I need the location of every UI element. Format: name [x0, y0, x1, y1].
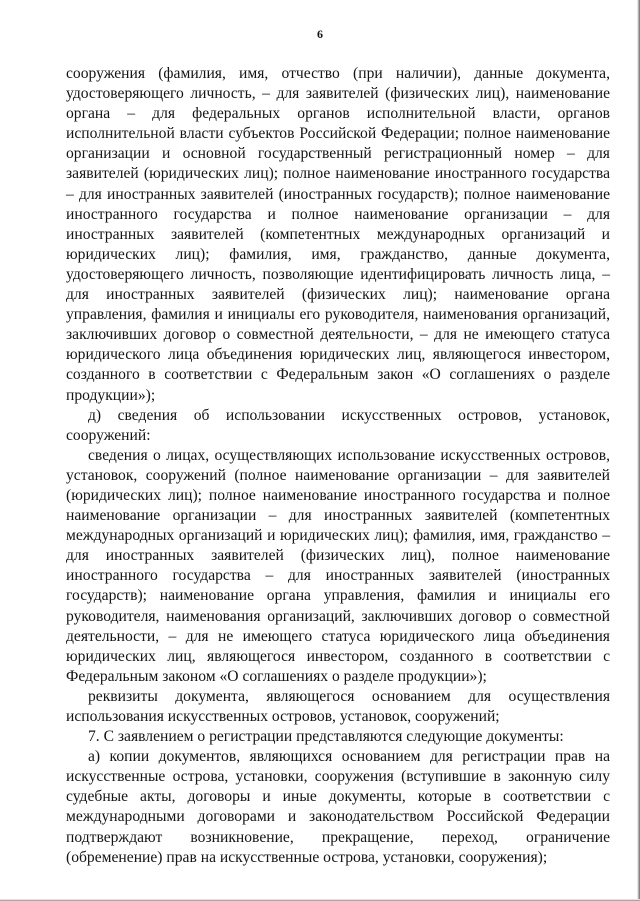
- paragraph-users-information: сведения о лицах, осуществляющих использование искусственных островов, установок, сооружений (полное наименование организации – для заявителей (юридических лиц); полное наименование иностранного государства и полное наименование организации – для иностранных заявителей (компетентных международных организаций и юридических лиц); фамилия, имя, гражданство – для иностранных заявителей (физических лиц), полное наименование иностранного государства – для иностранных заявителей (иностранных государств); наименование органа управления, фамилия и инициалы его руководителя, наименования организаций, заключивших договор о совместной деятельности, – для не имеющего статуса юридического лица объединения юридических лиц, являющегося инвестором, созданного в соответствии с Федеральным законом «О соглашениях о разделе продукции»);: [66, 446, 610, 685]
- paragraph-section-7-heading: 7. С заявлением о регистрации представляются следующие документы:: [88, 728, 564, 746]
- document-body: [66, 64, 610, 868]
- paragraph-item-a-documents: а) копии документов, являющихся основанием для регистрации прав на искусственные острова, установки, сооружения (вступившие в законную силу судебные акты, договоры и иные документы, которые в соответствии с международными договорами и законодательством Российской Федерации подтверждают возникновение, прекращение, переход, ограничение (обременение) прав на искусственные острова, установки, сооружения);: [66, 748, 610, 866]
- paragraph-basis-document-details: реквизиты документа, являющегося основанием для осуществления использования искусственных островов, установок, сооружений;: [66, 687, 610, 725]
- paragraph-item-d-heading: д) сведения об использовании искусственных островов, установок, сооружений:: [66, 406, 610, 444]
- paragraph-applicant-identification: сооружения (фамилия, имя, отчество (при наличии), данные документа, удостоверяющего личность, – для заявителей (физических лиц), наименование органа – для федеральных органов исполнительной власти, органов исполнительной власти субъектов Российской Федерации; полное наименование организации и основной государственный регистрационный номер – для заявителей (юридических лиц); полное наименование иностранного государства – для иностранных заявителей (иностранных государств); полное наименование иностранного государства и полное наименование организации – для иностранных заявителей (компетентных международных организаций и юридических лиц); фамилия, имя, гражданство, данные документа, удостоверяющего личность, позволяющие идентифицировать личность лица, – для иностранных заявителей (физических лиц); наименование органа управления, фамилия и инициалы его руководителя, наименования организаций, заключивших договор о совместной деятельности, – для не имеющего статуса юридического лица объединения юридических лиц, являющегося инвестором, созданного в соответствии с Федеральным закон «О соглашениях о разделе продукции»);: [66, 65, 610, 404]
- page-number: 6: [317, 27, 323, 41]
